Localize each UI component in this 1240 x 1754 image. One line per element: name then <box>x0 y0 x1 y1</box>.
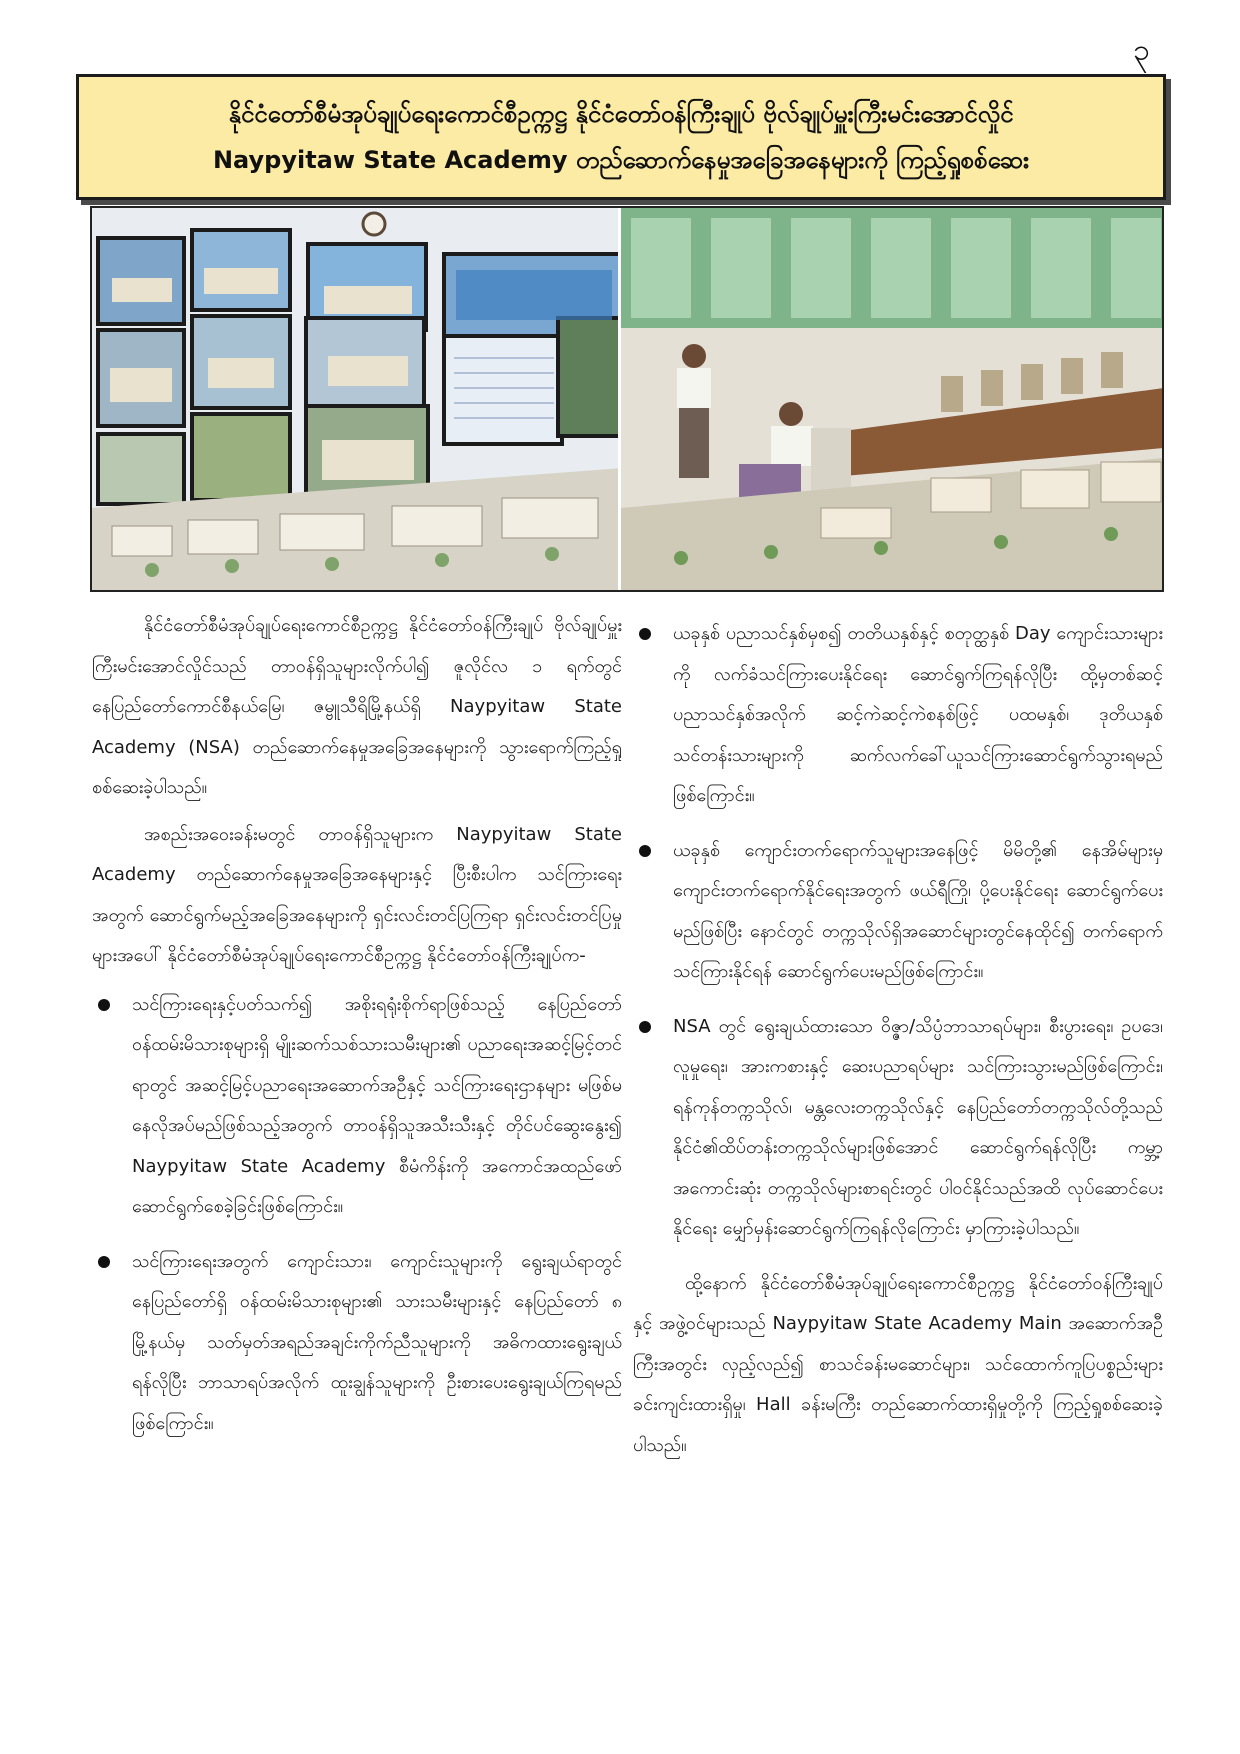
exhibition-wall-photo <box>92 208 621 590</box>
bullet-item <box>633 1007 1163 1250</box>
bullet-text: သင်ကြားရေးနှင့်ပတ်သက်၍ အစိုးရရုံးစိုက်ရာဖြစ်သည့် နေပြည်တော် ဝန်ထမ်းမိသားစုများရှိ မျိုးဆက်သစ်သားသမီးများ၏ ပညာရေးအဆင့်မြင့်တင်ရာတွင် အဆင့်မြင့်ပညာရေးအဆောက်အဦနှင့် သင်ကြားရေးဌာနများ မဖြစ်မနေလိုအပ်မည်ဖြစ်သည့်အတွက် တာဝန်ရှိသူအသီးသီးနှင့် တိုင်ပင်ဆွေးနွေး၍ Naypyitaw State Academy စီမံကိန်းကို အကောင်အထည်ဖော် ဆောင်ရွက်စေခဲ့ခြင်းဖြစ်ကြောင်း။ <box>132 993 622 1217</box>
intro-paragraph: နိုင်ငံတော်စီမံအုပ်ချုပ်ရေးကောင်စီဥက္ကဋ္ဌ နိုင်ငံတော်ဝန်ကြီးချုပ် ဗိုလ်ချုပ်မှူးကြီးမင်းအောင်လှိုင်သည် တာဝန်ရှိသူများလိုက်ပါ၍ ဇူလိုင်လ ၁ ရက်တွင် နေပြည်တော်ကောင်စီနယ်မြေ၊ ဇမ္ဗူသီရိမြို့နယ်ရှိ Naypyitaw State Academy (NSA) တည်ဆောက်နေမှုအခြေအနေများကို သွားရောက်ကြည့်ရှုစစ်ဆေးခဲ့ပါသည်။ <box>92 615 622 798</box>
headline-line-1: နိုင်ငံတော်စီမံအုပ်ချုပ်ရေးကောင်စီဥက္ကဋ္ဌ နိုင်ငံတော်ဝန်ကြီးချုပ် ဗိုလ်ချုပ်မှူးကြီးမင်းအောင်လှိုင် <box>228 100 1014 128</box>
meeting-paragraph: အစည်းအဝေးခန်းမတွင် တာဝန်ရှိသူများက Naypyitaw State Academy တည်ဆောက်နေမှုအခြေအနေများနှင့် ပြီးစီးပါက သင်ကြားရေးအတွက် ဆောင်ရွက်မည့်အခြေအနေများကို ရှင်းလင်းတင်ပြကြရာ ရှင်းလင်းတင်ပြမှုများအပေါ် နိုင်ငံတော်စီမံအုပ်ချုပ်ရေးကောင်စီဥက္ကဋ္ဌ နိုင်ငံတော်ဝန်ကြီးချုပ်က- <box>92 823 622 966</box>
bullet-icon <box>639 628 651 640</box>
bullet-item <box>633 614 1163 817</box>
bullet-icon <box>639 845 651 857</box>
photo-strip <box>90 206 1164 592</box>
bullet-text: ယခုနှစ် ပညာသင်နှစ်မှစ၍ တတိယနှစ်နှင့် စတုတ္ထနှစ် Day ကျောင်းသားများကို လက်ခံသင်ကြားပေးနိုင်ရေး ဆောင်ရွက်ကြရန်လိုပြီး ထို့မှတစ်ဆင့် ပညာသင်နှစ်အလိုက် ဆင့်ကဲဆင့်ကဲစနစ်ဖြင့် ပထမနှစ်၊ ဒုတိယနှစ်သင်တန်းသားများကို ဆက်လက်ခေါ်ယူသင်ကြားဆောင်ရွက်သွားရမည်ဖြစ်ကြောင်း။ <box>673 623 1163 806</box>
bullet-icon <box>639 1021 651 1033</box>
page-number: ၃ <box>1133 33 1150 68</box>
bullet-text: ယခုနှစ် ကျောင်းတက်ရောက်သူများအနေဖြင့် မိမိတို့၏ နေအိမ်များမှ ကျောင်းတက်ရောက်နိုင်ရေးအတွက် ဖယ်ရီကြို၊ ပို့ပေးနိုင်ရေး ဆောင်ရွက်ပေးမည်ဖြစ်ပြီး နောင်တွင် တက္ကသိုလ်ရှိအဆောင်များတွင်နေထိုင်၍ တက်ရောက်သင်ကြားနိုင်ရန် ဆောင်ရွက်ပေးမည်ဖြစ်ကြောင်း။ <box>673 839 1163 982</box>
bullet-text: သင်ကြားရေးအတွက် ကျောင်းသား၊ ကျောင်းသူများကို ရွေးချယ်ရာတွင် နေပြည်တော်ရှိ ဝန်ထမ်းမိသားစုများ၏ သားသမီးများနှင့် နေပြည်တော် ၈ မြို့နယ်မှ သတ်မှတ်အရည်အချင်းကိုက်ညီသူများကို အဓိကထားရွေးချယ်ရန်လိုပြီး ဘာသာရပ်အလိုက် ထူးချွန်သူများကို ဦးစားပေးရွေးချယ်ကြရမည်ဖြစ်ကြောင်း။ <box>132 1250 622 1434</box>
bullet-icon <box>98 1256 110 1268</box>
bullet-item <box>92 985 622 1228</box>
headline-box <box>76 74 1166 200</box>
closing-paragraph: ထို့နောက် နိုင်ငံတော်စီမံအုပ်ချုပ်ရေးကောင်စီဥက္ကဋ္ဌ နိုင်ငံတော်ဝန်ကြီးချုပ်နှင့် အဖွဲ့ဝင်များသည် Naypyitaw State Academy Main အဆောက်အဦကြီးအတွင်း လှည့်လည်၍ စာသင်ခန်းမဆောင်များ၊ သင်ထောက်ကူပြပစ္စည်းများ ခင်းကျင်းထားရှိမှု၊ Hall ခန်းမကြီး တည်ဆောက်ထားရှိမှုတို့ကို ကြည့်ရှုစစ်ဆေးခဲ့ပါသည်။ <box>633 1272 1163 1456</box>
bullet-text: NSA တွင် ရွေးချယ်ထားသော ဝိဇ္ဇာ/သိပ္ပံဘာသာရပ်များ၊ စီးပွားရေး၊ ဥပဒေ၊ လူမှုရေး၊ အားကစားနှင့် ဆေးပညာရပ်များ သင်ကြားသွားမည်ဖြစ်ကြောင်း၊ ရန်ကုန်တက္ကသိုလ်၊ မန္တလေးတက္ကသိုလ်နှင့် နေပြည်တော်တက္ကသိုလ်တို့သည် နိုင်ငံ၏ထိပ်တန်းတက္ကသိုလ်များဖြစ်အောင် ဆောင်ရွက်ရန်လိုပြီး ကမ္ဘာ့အကောင်းဆုံး တက္ကသိုလ်များစာရင်းတွင် ပါဝင်နိုင်သည်အထိ လုပ်ဆောင်ပေးနိုင်ရေး မျှော်မှန်းဆောင်ရွက်ကြရန်လိုကြောင်း မှာကြားခဲ့ပါသည်။ <box>673 1015 1163 1239</box>
left-column <box>92 606 622 1458</box>
headline-line-2: Naypyitaw State Academy တည်ဆောက်နေမှုအခြေအနေများကို ကြည့်ရှုစစ်ဆေး <box>212 146 1030 174</box>
bullet-icon <box>98 999 110 1011</box>
right-column <box>633 606 1163 1472</box>
bullet-item <box>92 1242 622 1445</box>
meeting-room-photo <box>621 208 1162 590</box>
bullet-item <box>633 831 1163 993</box>
